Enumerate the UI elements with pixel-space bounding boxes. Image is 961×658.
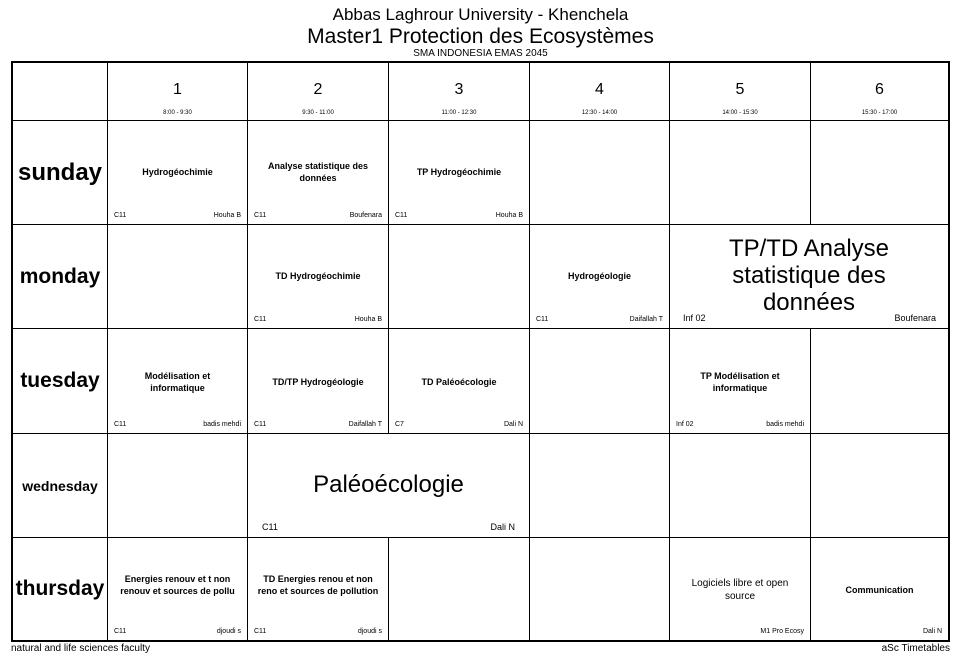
period-number: 4 xyxy=(595,81,604,98)
lesson-teacher: Dali N xyxy=(922,628,942,635)
period-time: 9:30 - 11:00 xyxy=(302,110,334,116)
period-time: 14:00 - 15:30 xyxy=(722,110,758,116)
lesson-teacher: Boufenara xyxy=(349,212,382,219)
lesson-card[interactable] xyxy=(248,121,388,224)
period-number: 5 xyxy=(735,81,745,98)
lesson-room: C11 xyxy=(114,212,127,219)
period-number: 3 xyxy=(454,81,464,98)
lesson-card[interactable] xyxy=(670,329,810,433)
lesson-title: Hydrogéochimie xyxy=(142,167,213,177)
lesson-teacher: Daifallah T xyxy=(348,421,382,428)
lesson-teacher: badis mehdi xyxy=(203,421,241,428)
period-number: 1 xyxy=(173,81,182,98)
lesson-title: Analyse statistique des données xyxy=(267,161,369,183)
lesson-title: TP Modélisation et informatique xyxy=(700,371,780,393)
lesson-teacher: Houha B xyxy=(495,212,523,219)
lesson-card[interactable] xyxy=(248,538,388,640)
lesson-teacher: Boufenara xyxy=(894,313,936,323)
class-subtitle: SMA INDONESIA EMAS 2045 xyxy=(413,48,548,59)
day-tuesday: tuesday xyxy=(20,369,100,392)
lesson-title: Energies renouv et t non renouv et sources de pollu xyxy=(120,574,235,596)
lesson-teacher: Houha B xyxy=(213,212,241,219)
lesson-card[interactable] xyxy=(670,538,810,640)
lesson-card[interactable] xyxy=(530,225,669,328)
lesson-card[interactable] xyxy=(248,329,388,433)
period-header-2 xyxy=(248,63,388,120)
lesson-title: Modélisation et informatique xyxy=(144,371,211,393)
period-time: 15:30 - 17:00 xyxy=(861,110,898,116)
footer-faculty: natural and life sciences faculty xyxy=(11,643,150,654)
period-header-6 xyxy=(811,63,948,120)
period-number: 2 xyxy=(313,81,323,98)
lesson-card[interactable] xyxy=(389,121,529,224)
lesson-room: C11 xyxy=(254,212,267,219)
period-time: 12:30 - 14:00 xyxy=(581,110,618,116)
lesson-card[interactable] xyxy=(248,225,388,328)
lesson-card[interactable] xyxy=(108,329,247,433)
lesson-teacher: djoudi s xyxy=(216,628,241,635)
period-number: 6 xyxy=(875,81,884,98)
lesson-title: TP Hydrogéochimie xyxy=(416,167,502,177)
lesson-teacher: badis mehdi xyxy=(766,421,804,428)
lesson-title: Hydrogéologie xyxy=(567,271,631,281)
lesson-room: C11 xyxy=(114,421,127,428)
lesson-teacher: M1 Pro Ecosy xyxy=(760,628,804,635)
lesson-title: TD Paléoécologie xyxy=(421,377,497,387)
lesson-teacher: Dali N xyxy=(503,421,523,428)
lesson-title: TD/TP Hydrogéologie xyxy=(272,377,364,387)
lesson-room: C11 xyxy=(536,316,549,323)
lesson-room: C7 xyxy=(395,421,404,428)
period-header-1 xyxy=(108,63,247,120)
lesson-title: TD Hydrogéochimie xyxy=(275,271,361,281)
lesson-card[interactable] xyxy=(248,434,529,537)
lesson-teacher: Dali N xyxy=(490,522,515,532)
lesson-card[interactable] xyxy=(389,329,529,433)
grid-line xyxy=(529,63,530,640)
lesson-room: C11 xyxy=(254,316,267,323)
day-sunday: sunday xyxy=(17,158,103,186)
lesson-card[interactable] xyxy=(811,538,948,640)
school-name: Abbas Laghrour University - Khenchela xyxy=(332,5,629,24)
period-time: 8:00 - 9:30 xyxy=(163,110,192,116)
lesson-card[interactable] xyxy=(108,538,247,640)
lesson-room: C11 xyxy=(254,421,267,428)
lesson-card[interactable] xyxy=(670,225,948,328)
lesson-teacher: djoudi s xyxy=(357,628,382,635)
lesson-room: C11 xyxy=(254,628,267,635)
timetable-grid xyxy=(11,61,950,642)
lesson-room: C11 xyxy=(114,628,127,635)
lesson-card[interactable] xyxy=(108,121,247,224)
lesson-title: Communication xyxy=(845,585,914,595)
period-header-4 xyxy=(530,63,669,120)
lesson-title: Logiciels libre et open source xyxy=(691,578,789,602)
lesson-title: Paléoécologie xyxy=(313,471,464,498)
lesson-title: TP/TD Analyse statistique des données xyxy=(728,235,890,316)
footer-credit: aSc Timetables xyxy=(881,643,950,654)
day-monday: monday xyxy=(19,264,101,288)
day-wednesday: wednesday xyxy=(22,477,98,494)
lesson-room: Inf 02 xyxy=(683,313,706,323)
lesson-room: C11 xyxy=(395,212,408,219)
class-title: Master1 Protection des Ecosystèmes xyxy=(307,25,654,48)
lesson-title: TD Energies renou et non reno et sources de pollution xyxy=(257,574,379,596)
lesson-teacher: Daifallah T xyxy=(629,316,663,323)
lesson-room: Inf 02 xyxy=(676,421,694,428)
period-header-3 xyxy=(389,63,529,120)
lesson-teacher: Houha B xyxy=(354,316,382,323)
period-header-5 xyxy=(670,63,810,120)
day-thursday: thursday xyxy=(15,577,105,600)
period-time: 11:00 - 12:30 xyxy=(441,110,477,116)
lesson-room: C11 xyxy=(262,522,278,532)
